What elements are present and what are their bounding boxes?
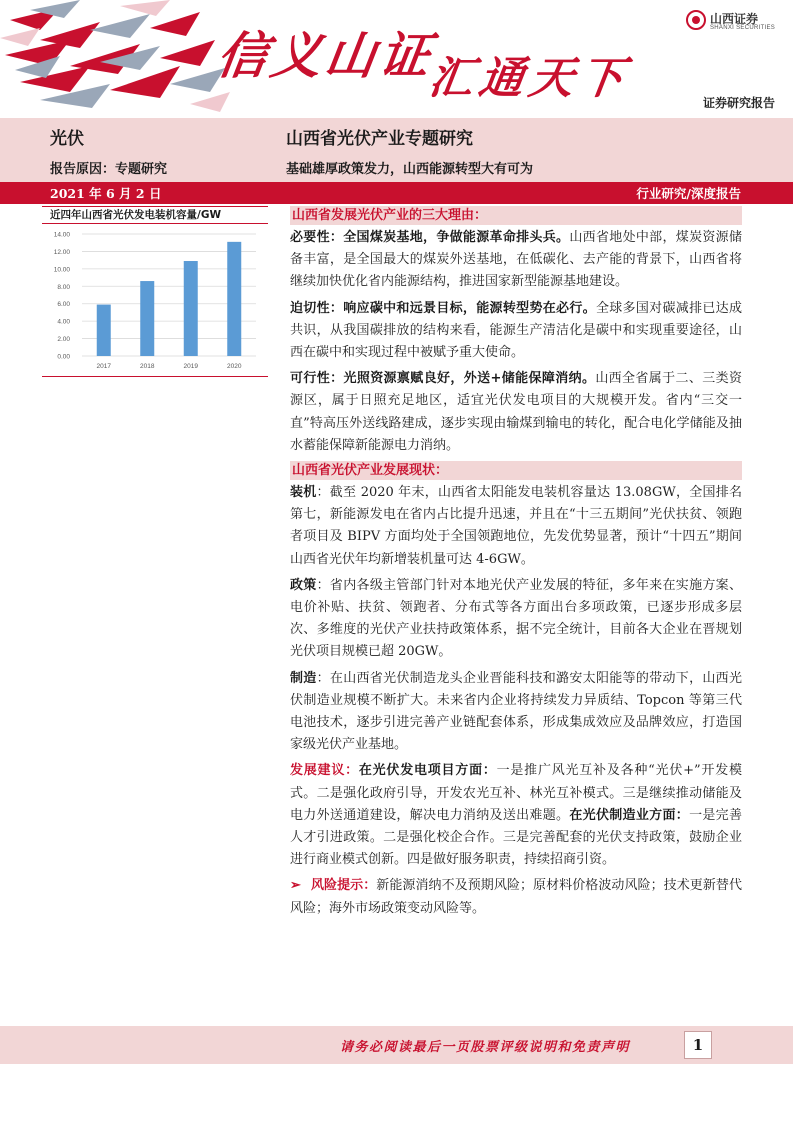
- paragraph-text: 山西全省属于二、三类资源区，属于日照充足地区，适宜光伏发电项目的大规模开发。省内“三交一直”特高压外送线路建成，逐步实现由输煤到输电的转化，配合电化学储能及抽水蓄能保障新能源电力消纳。: [290, 371, 742, 453]
- paragraph-policy: [290, 575, 742, 664]
- paragraph-heading-red: 发展建议：: [290, 763, 359, 779]
- report-title: 山西省光伏产业专题研究: [286, 129, 473, 149]
- paragraph-feasibility: [290, 368, 742, 457]
- report-body: [290, 206, 742, 924]
- paragraph-installed: [290, 482, 742, 571]
- paragraph-heading: 迫切性：响应碳中和远景目标，能源转型势在必行。: [290, 300, 596, 316]
- bar: [184, 261, 198, 356]
- paragraph-text: 山西省地处中部，煤炭资源储备丰富，是全国最大的煤炭外送基地，在低碳化、去产能的背景下，山西省将继续加快优化省内能源结构，推进国家新型能源基地建设。: [290, 230, 742, 290]
- section-heading-reasons: 山西省发展光伏产业的三大理由：: [290, 206, 742, 225]
- paragraph-heading: 在光伏发电项目方面：: [358, 763, 497, 779]
- y-tick-label: 2.00: [57, 336, 70, 344]
- paragraph-suggestions: [290, 760, 742, 871]
- report-date: 2021 年 6 月 2 日: [50, 186, 162, 201]
- paragraph-text: ：截至 2020 年末，山西省太阳能发电装机容量达 13.08GW，全国排名第七，新能源发电在省内占比提升迅速，并且在“十三五期间”光伏扶贫、领跑者项目及 BIPV 方面均处于全国领跑地位，先发优势显著，预计“十四五”期间山西省光伏年均新增装机量可达 4-6GW。: [290, 485, 742, 567]
- x-tick-label: 2018: [140, 363, 155, 370]
- x-tick-label: 2019: [183, 363, 198, 370]
- capacity-chart: [42, 206, 268, 378]
- paragraph-heading: 政策: [290, 577, 317, 593]
- paragraph-heading-red: 风险提示：: [310, 878, 377, 894]
- paragraph-risk: [290, 875, 742, 919]
- paragraph-text: ：省内各级主管部门针对本地光伏产业发展的特征，多年来在实施方案、电价补贴、扶贫、领跑者、分布式等各方面出台多项政策，已逐步形成多层次、多维度的光伏产业扶持政策体系，据不完全统计，目前各大企业在晋规划光伏项目规模已超 20GW。: [290, 577, 742, 660]
- chart-plot: [42, 224, 268, 376]
- industry-label: 光伏: [50, 129, 84, 149]
- paragraph-heading: 可行性：光照资源禀赋良好，外送+储能保障消纳。: [290, 371, 596, 387]
- arrow-bullet-icon: ➢: [290, 878, 301, 894]
- report-category: 行业研究/深度报告: [636, 186, 741, 201]
- logo-text: 山西证券: [710, 12, 759, 26]
- section-heading-status: 山西省光伏产业发展现状：: [290, 461, 742, 480]
- report-subtitle: 基础雄厚政策发力，山西能源转型大有可为: [286, 162, 534, 177]
- paragraph-text: 一是完善人才引进政策。二是强化校企合作。三是完善配套的光伏支持政策，鼓励企业进行商业模式创新。四是做好服务职责，持续招商引资。: [290, 807, 742, 868]
- bar: [140, 281, 154, 356]
- logo-icon: [686, 10, 706, 30]
- y-tick-label: 4.00: [57, 318, 70, 326]
- y-tick-label: 12.00: [53, 248, 70, 256]
- y-tick-label: 8.00: [57, 283, 70, 291]
- chart-bottom-rule: [42, 376, 268, 377]
- paragraph-heading: 制造: [290, 670, 317, 686]
- paragraph-subheading: 在光伏制造业方面：: [569, 807, 690, 823]
- report-type: 证券研究报告: [702, 96, 775, 110]
- paragraph-text: 全球多国对碳减排已达成共识，从我国碳排放的结构来看，能源生产清洁化是碳中和实现重要途径，山西在碳中和实现过程中被赋予重大使命。: [290, 300, 742, 361]
- y-tick-label: 6.00: [57, 301, 70, 309]
- paragraph-text: 新能源消纳不及预期风险；原材料价格波动风险；技术更新替代风险；海外市场政策变动风险等。: [290, 878, 742, 916]
- slogan-part1: 信义山证: [213, 27, 438, 85]
- paragraph-heading: 装机: [290, 485, 317, 501]
- paragraph-necessity: [290, 227, 742, 294]
- x-tick-label: 2020: [227, 363, 242, 370]
- paragraph-urgency: [290, 298, 742, 365]
- y-tick-label: 0.00: [57, 353, 70, 361]
- chart-title: 近四年山西省光伏发电装机容量/GW: [50, 209, 222, 221]
- y-tick-label: 14.00: [53, 231, 70, 239]
- footer-disclaimer: 请务必阅读最后一页股票评级说明和免责声明: [340, 1040, 631, 1055]
- bar: [227, 242, 241, 356]
- x-tick-label: 2017: [96, 363, 111, 370]
- slogan-part2: 汇通天下: [425, 53, 633, 104]
- paragraph-text: ：在山西省光伏制造龙头企业晋能科技和潞安太阳能等的带动下，山西光伏制造业规模不断扩大。未来省内企业将持续发力异质结、Topcon 等第三代电池技术，逐步引进完善产业链配套体系，形成集成效应及品牌效应，打造国家级光伏产业基地。: [290, 670, 742, 753]
- page-number: 1: [684, 1031, 712, 1059]
- header-banner: [0, 0, 793, 118]
- paragraph-heading: 必要性：全国煤炭基地，争做能源革命排头兵。: [290, 230, 570, 245]
- decorative-ribbons: [0, 0, 230, 118]
- y-tick-label: 10.00: [53, 266, 70, 274]
- report-reason: 报告原因：专题研究: [50, 162, 168, 177]
- paragraph-manufacturing: [290, 668, 742, 757]
- paragraph-text: 一是推广风光互补及各种“光伏+”开发模式。二是强化政府引导，开发农光互补、林光互补模式。三是继续推动储能及电力外送通道建设，解决电力消纳及送出难题。: [290, 763, 742, 823]
- logo-english: SHANXI SECURITIES: [710, 25, 776, 31]
- company-logo: [686, 10, 778, 38]
- bar: [97, 305, 111, 356]
